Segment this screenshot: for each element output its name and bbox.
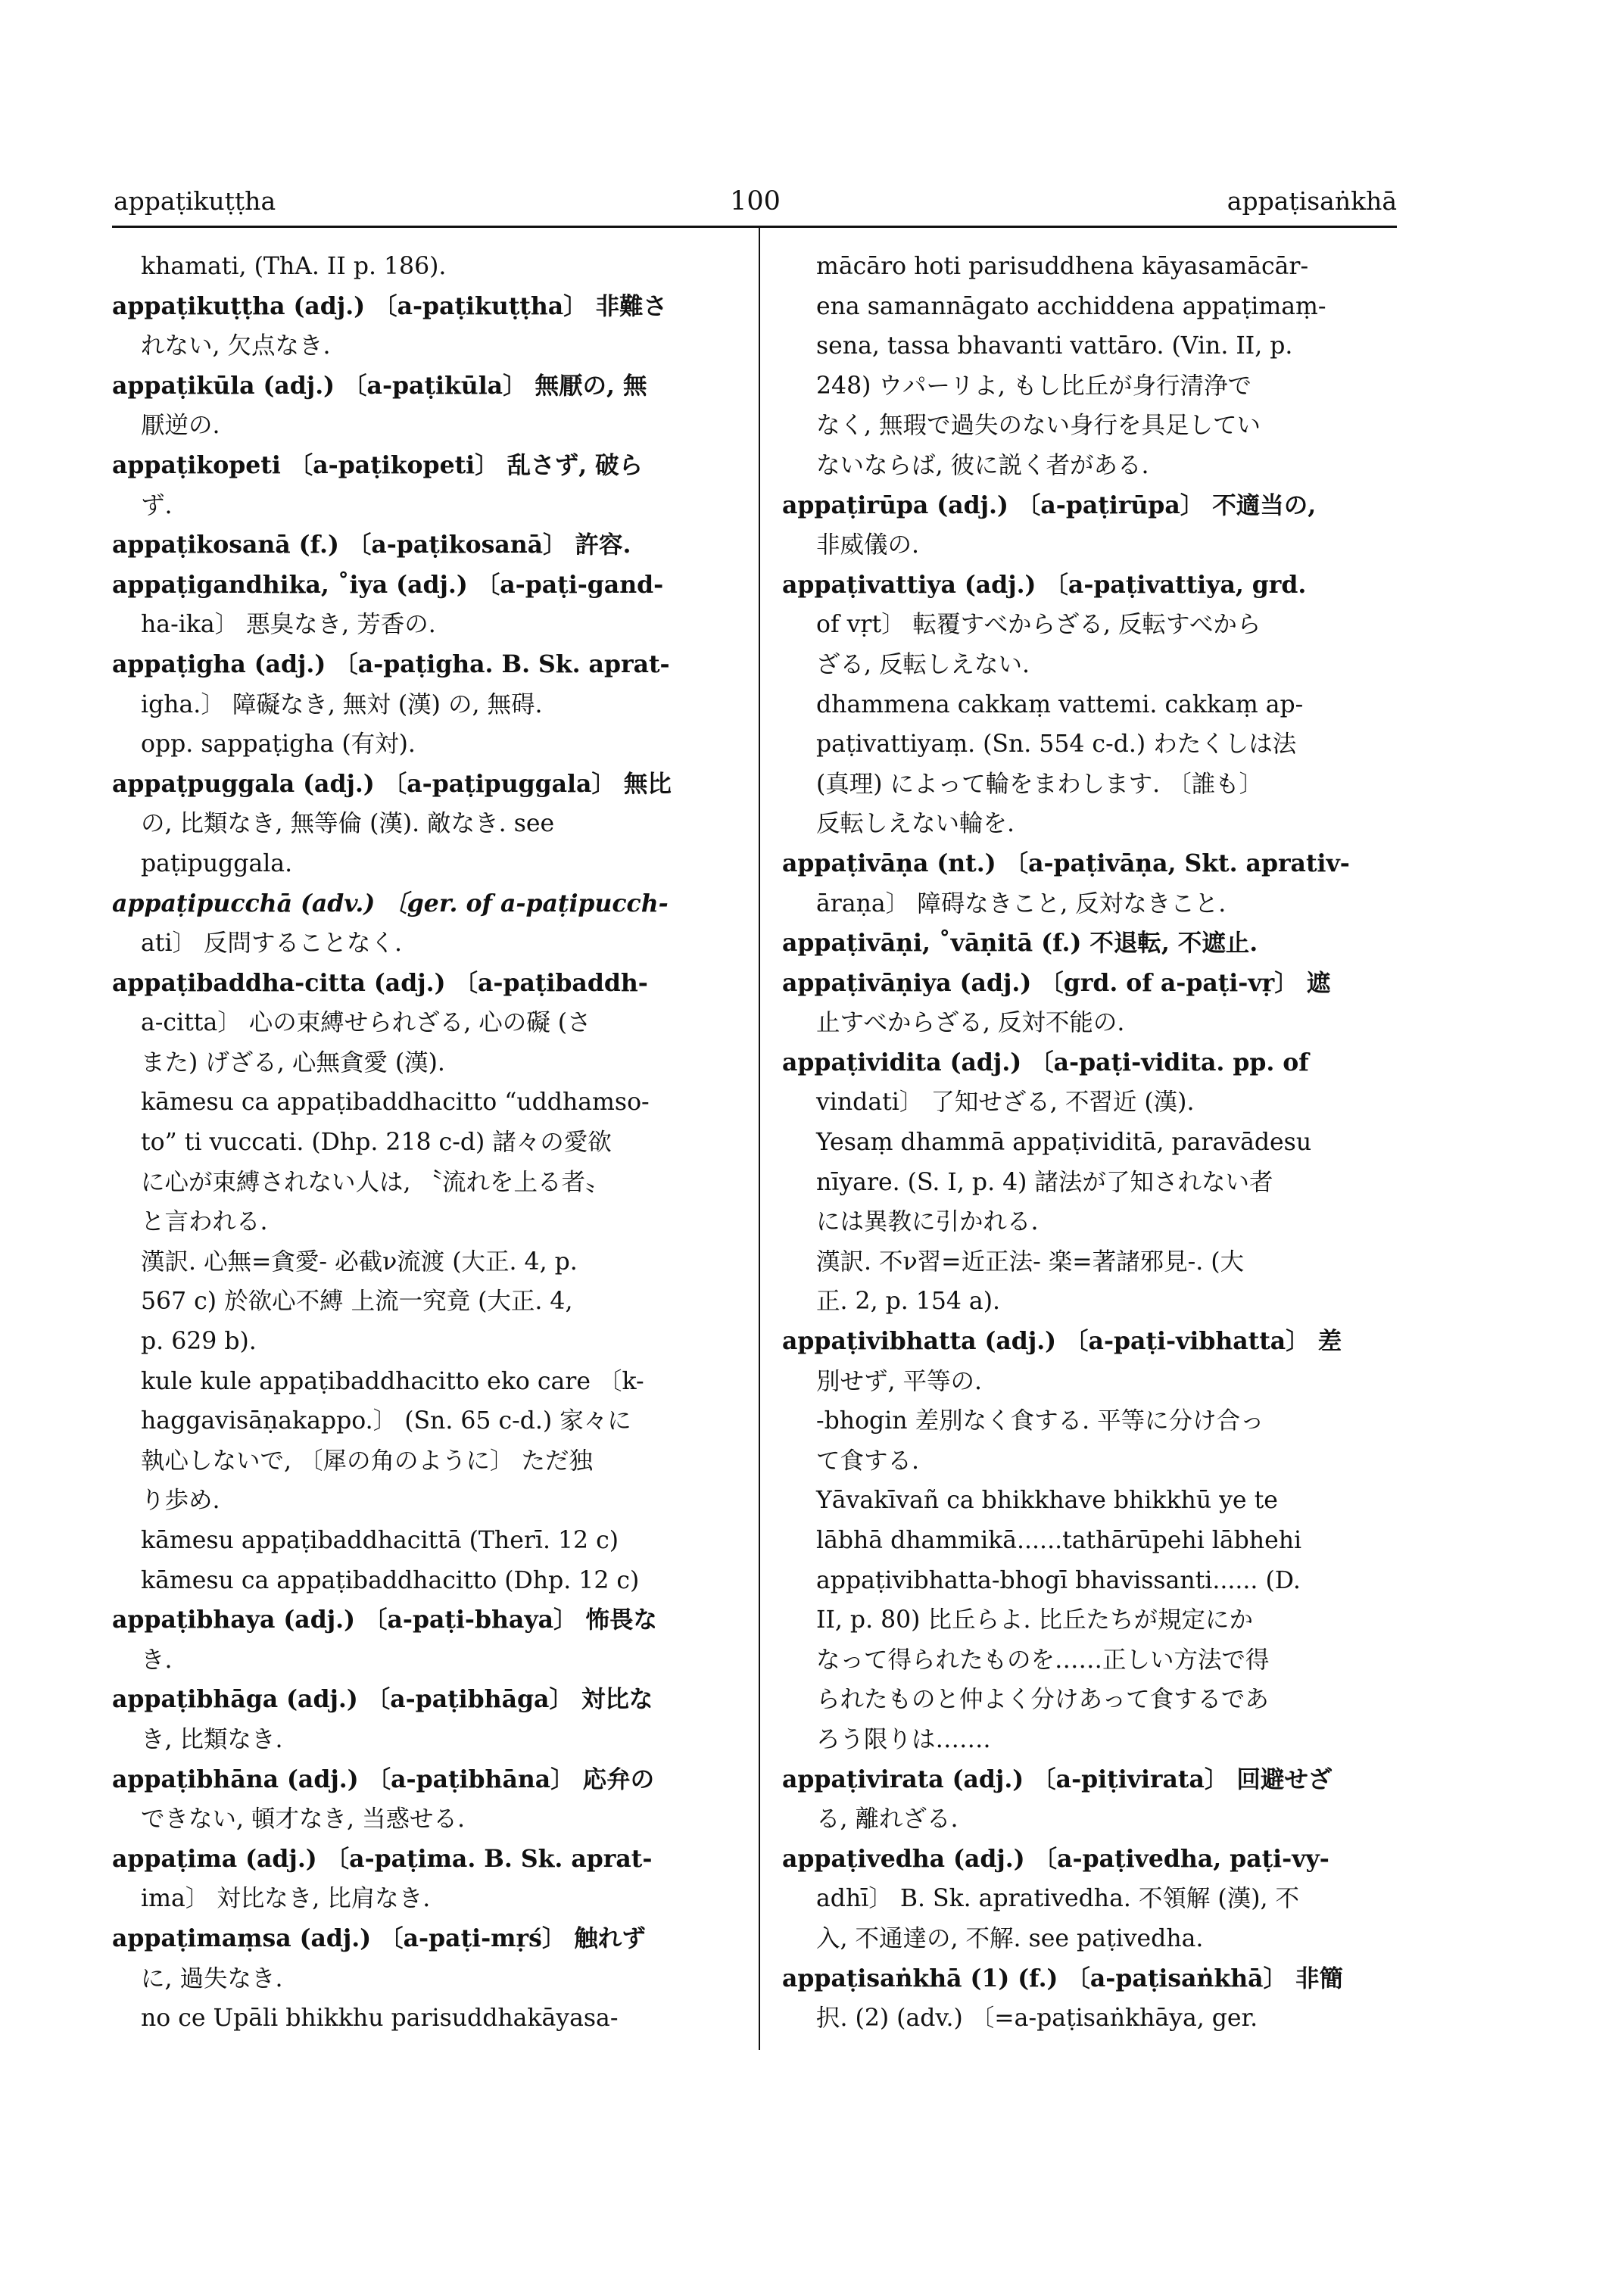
entry-text-line: adhī〕 B. Sk. aprativedha. 不領解 (漢), 不 bbox=[816, 1885, 1300, 1913]
entry-text-line: -bhogin 差別なく食する. 平等に分け合っ bbox=[816, 1407, 1264, 1435]
entry-text-line: dhammena cakkaṃ vattemi. cakkaṃ ap- bbox=[816, 690, 1304, 718]
entry-text-line: a-citta〕 心の束縛せられざる, 心の礙 (さ bbox=[141, 1009, 591, 1037]
entry-text-line: āraṇa〕 障碍なきこと, 反対なきこと. bbox=[816, 889, 1227, 918]
entry-text-line: paṭipuggala. bbox=[141, 849, 293, 877]
entry-headword-line: appaṭivattiya (adj.) 〔a-paṭivattiya, grd. bbox=[782, 570, 1307, 599]
entry-text-line: 厭逆の. bbox=[141, 412, 220, 440]
entry-text-line: 入, 不通達の, 不解. see paṭivedha. bbox=[816, 1924, 1204, 1952]
entry-headword-line: appaṭikūla (adj.) 〔a-paṭikūla〕 無厭の, 無 bbox=[112, 371, 647, 400]
entry-text-line: て食する. bbox=[816, 1447, 920, 1475]
entry-text-line: 別せず, 平等の. bbox=[816, 1367, 983, 1395]
entry-text-line: no ce Upāli bhikkhu parisuddhakāyasa- bbox=[141, 2005, 619, 2033]
entry-headword-line: appaṭividita (adj.) 〔a-paṭi-vidita. pp. of bbox=[782, 1048, 1309, 1076]
entry-text-line: kāmesu appaṭibaddhacittā (Therī. 12 c) bbox=[141, 1527, 619, 1554]
header-last-entry: appaṭisaṅkhā bbox=[1227, 186, 1397, 216]
entry-text-line: に, 過失なき. bbox=[141, 1964, 283, 1992]
entry-text-line: 非威儀の. bbox=[816, 531, 920, 559]
entry-text-line: II, p. 80) 比丘らよ. 比丘たちが規定にか bbox=[816, 1606, 1254, 1634]
entry-headword-line: appaṭigha (adj.) 〔a-paṭigha. B. Sk. aprat- bbox=[112, 650, 670, 678]
entry-text-line: (真理) によって輪をまわします. 〔誰も〕 bbox=[816, 770, 1264, 798]
entry-headword-line: appaṭibaddha-citta (adj.) 〔a-paṭibaddh- bbox=[112, 968, 648, 997]
header-first-entry: appaṭikuṭṭha bbox=[114, 186, 276, 216]
entry-text-line: 漢訳. 不ν習=近正法- 楽=著諸邪見-. (大 bbox=[816, 1248, 1245, 1276]
entry-text-line: 567 c) 於欲心不縛 上流一究竟 (大正. 4, bbox=[141, 1288, 573, 1316]
right-column bbox=[782, 247, 1397, 2039]
entry-text-line: khamati, (ThA. II p. 186). bbox=[141, 253, 447, 280]
entry-text-line: Yesaṃ dhammā appaṭividitā, paravādesu bbox=[816, 1129, 1312, 1157]
entry-headword-line: appaṭimaṃsa (adj.) 〔a-paṭi-mṛś〕 触れず bbox=[112, 1924, 646, 1952]
entry-text-line: に心が束縛されない人は, 〝流れを上る者〟 bbox=[141, 1168, 609, 1196]
entry-text-line: mācāro hoti parisuddhena kāyasamācār- bbox=[816, 253, 1309, 280]
entry-text-line: sena, tassa bhavanti vattāro. (Vin. II, p. bbox=[816, 332, 1293, 360]
entry-headword-line: appaṭigandhika, ˚iya (adj.) 〔a-paṭi-gand- bbox=[112, 570, 664, 599]
running-header bbox=[114, 186, 1397, 226]
entry-headword-line: appaṭibhaya (adj.) 〔a-paṭi-bhaya〕 怖畏な bbox=[112, 1606, 658, 1634]
entry-text-line: Yāvakīvañ ca bhikkhave bhikkhū ye te bbox=[816, 1487, 1278, 1515]
entry-text-line: kāmesu ca appaṭibaddhacitto (Dhp. 12 c) bbox=[141, 1566, 640, 1594]
entry-headword-line: appaṭikosanā (f.) 〔a-paṭikosanā〕 許容. bbox=[112, 531, 631, 559]
entry-headword-line: appaṭivedha (adj.) 〔a-paṭivedha, paṭi-vy- bbox=[782, 1844, 1329, 1873]
entry-text-line: き, 比類なき. bbox=[141, 1725, 283, 1753]
page-number: 100 bbox=[730, 186, 781, 217]
entry-text-line: kule kule appaṭibaddhacitto eko care 〔k- bbox=[141, 1367, 644, 1395]
entry-text-line: 正. 2, p. 154 a). bbox=[816, 1288, 1001, 1316]
header-rule bbox=[112, 226, 1397, 228]
entry-text-line: の, 比類なき, 無等倫 (漢). 敵なき. see bbox=[141, 810, 555, 838]
entry-headword-line: appaṭima (adj.) 〔a-paṭima. B. Sk. aprat- bbox=[112, 1844, 653, 1873]
entry-text-line: opp. sappaṭigha (有対). bbox=[141, 731, 416, 759]
entry-text-line: lābhā dhammikā......tathārūpehi lābhehi bbox=[816, 1527, 1302, 1554]
entry-text-line: き. bbox=[141, 1646, 173, 1674]
entry-text-line: of vṛt〕 転覆すべからざる, 反転すべから bbox=[816, 611, 1261, 639]
entry-text-line: to” ti vuccati. (Dhp. 218 c-d) 諸々の愛欲 bbox=[141, 1129, 612, 1157]
entry-text-line: れない, 欠点なき. bbox=[141, 332, 331, 360]
entry-headword-line: appaṭikuṭṭha (adj.) 〔a-paṭikuṭṭha〕 非難さ bbox=[112, 291, 668, 320]
entry-text-line: kāmesu ca appaṭibaddhacitto “uddhamso- bbox=[141, 1089, 650, 1117]
entry-text-line: paṭivattiyaṃ. (Sn. 554 c-d.) わたくしは法 bbox=[816, 731, 1297, 759]
entry-text-line: ないならば, 彼に説く者がある. bbox=[816, 451, 1149, 479]
entry-text-line: なって得られたものを……正しい方法で得 bbox=[816, 1646, 1270, 1674]
entry-headword-line: appaṭibhāna (adj.) 〔a-paṭibhāna〕 応弁の bbox=[112, 1765, 655, 1793]
entry-text-line: ena samannāgato acchiddena appaṭimaṃ- bbox=[816, 292, 1326, 320]
entry-headword-line: appaṭikopeti 〔a-paṭikopeti〕 乱さず, 破ら bbox=[112, 450, 644, 479]
entry-text-line: る, 離れざる. bbox=[816, 1805, 959, 1833]
entry-text-line: できない, 頓才なき, 当惑せる. bbox=[141, 1805, 466, 1833]
entry-text-line: なく, 無瑕で過失のない身行を具足してい bbox=[816, 412, 1261, 440]
entry-headword-line: appaṭisaṅkhā (1) (f.) 〔a-paṭisaṅkhā〕 非簡 bbox=[782, 1964, 1343, 1992]
column-divider bbox=[759, 227, 760, 2050]
entry-headword-line: appaṭivirata (adj.) 〔a-piṭivirata〕 回避せざ bbox=[782, 1765, 1333, 1793]
entry-headword-line: appaṭivāṇiya (adj.) 〔grd. of a-paṭi-vṛ〕 遮 bbox=[782, 968, 1331, 997]
entry-text-line: 248) ウパーリよ, もし比丘が身行清浄で bbox=[816, 372, 1252, 400]
entry-text-line: 択. (2) (adv.) 〔=a-paṭisaṅkhāya, ger. bbox=[816, 2005, 1258, 2033]
entry-text-line: には異教に引かれる. bbox=[816, 1208, 1039, 1236]
entry-text-line: appaṭivibhatta-bhogī bhavissanti...... (D. bbox=[816, 1566, 1301, 1594]
entry-text-line: られたものと仲よく分けあって食するであ bbox=[816, 1686, 1269, 1714]
entry-text-line: vindati〕 了知せざる, 不習近 (漢). bbox=[816, 1089, 1195, 1117]
entry-text-line: と言われる. bbox=[141, 1208, 268, 1236]
entry-text-line: 止すべからざる, 反対不能の. bbox=[816, 1009, 1125, 1037]
entry-headword-line: appaṭipucchā (adv.) 〔ger. of a-paṭipucch- bbox=[112, 889, 669, 918]
entry-text-line: 執心しないで, 〔犀の角のように〕 ただ独 bbox=[141, 1447, 594, 1475]
entry-text-line: igha.〕 障礙なき, 無対 (漢) の, 無碍. bbox=[141, 690, 543, 718]
entry-headword-line: appaṭibhāga (adj.) 〔a-paṭibhāga〕 対比な bbox=[112, 1685, 653, 1714]
entry-headword-line: appaṭivāṇi, ˚vāṇitā (f.) 不退転, 不遮止. bbox=[782, 929, 1258, 958]
entry-headword-line: appaṭivāṇa (nt.) 〔a-paṭivāṇa, Skt. aprativ- bbox=[782, 849, 1350, 877]
entry-text-line: ず. bbox=[141, 491, 173, 519]
entry-text-line: ima〕 対比なき, 比肩なき. bbox=[141, 1885, 431, 1913]
entry-text-line: p. 629 b). bbox=[141, 1328, 257, 1356]
entry-text-line: nīyare. (S. I, p. 4) 諸法が了知されない者 bbox=[816, 1168, 1273, 1196]
entry-text-line: また) げざる, 心無貪愛 (漢). bbox=[141, 1048, 445, 1076]
entry-text-line: ざる, 反転しえない. bbox=[816, 650, 1030, 678]
entry-text-line: ろう限りは……. bbox=[816, 1725, 991, 1753]
entry-text-line: り歩め. bbox=[141, 1487, 220, 1515]
entry-text-line: 漢訳. 心無=貪愛- 必截ν流渡 (大正. 4, p. bbox=[141, 1248, 578, 1276]
entry-headword-line: appaṭpuggala (adj.) 〔a-paṭipuggala〕 無比 bbox=[112, 769, 672, 798]
entry-text-line: ati〕 反問することなく. bbox=[141, 930, 403, 958]
entry-text-line: ha-ika〕 悪臭なき, 芳香の. bbox=[141, 611, 436, 639]
entry-text-line: 反転しえない輪を. bbox=[816, 810, 1015, 838]
entry-text-line: haggavisāṇakappo.〕 (Sn. 65 c-d.) 家々に bbox=[141, 1407, 631, 1435]
left-column bbox=[112, 247, 729, 2039]
entry-headword-line: appaṭivibhatta (adj.) 〔a-paṭi-vibhatta〕 差 bbox=[782, 1327, 1342, 1356]
entry-headword-line: appaṭirūpa (adj.) 〔a-paṭirūpa〕 不適当の, bbox=[782, 491, 1317, 519]
